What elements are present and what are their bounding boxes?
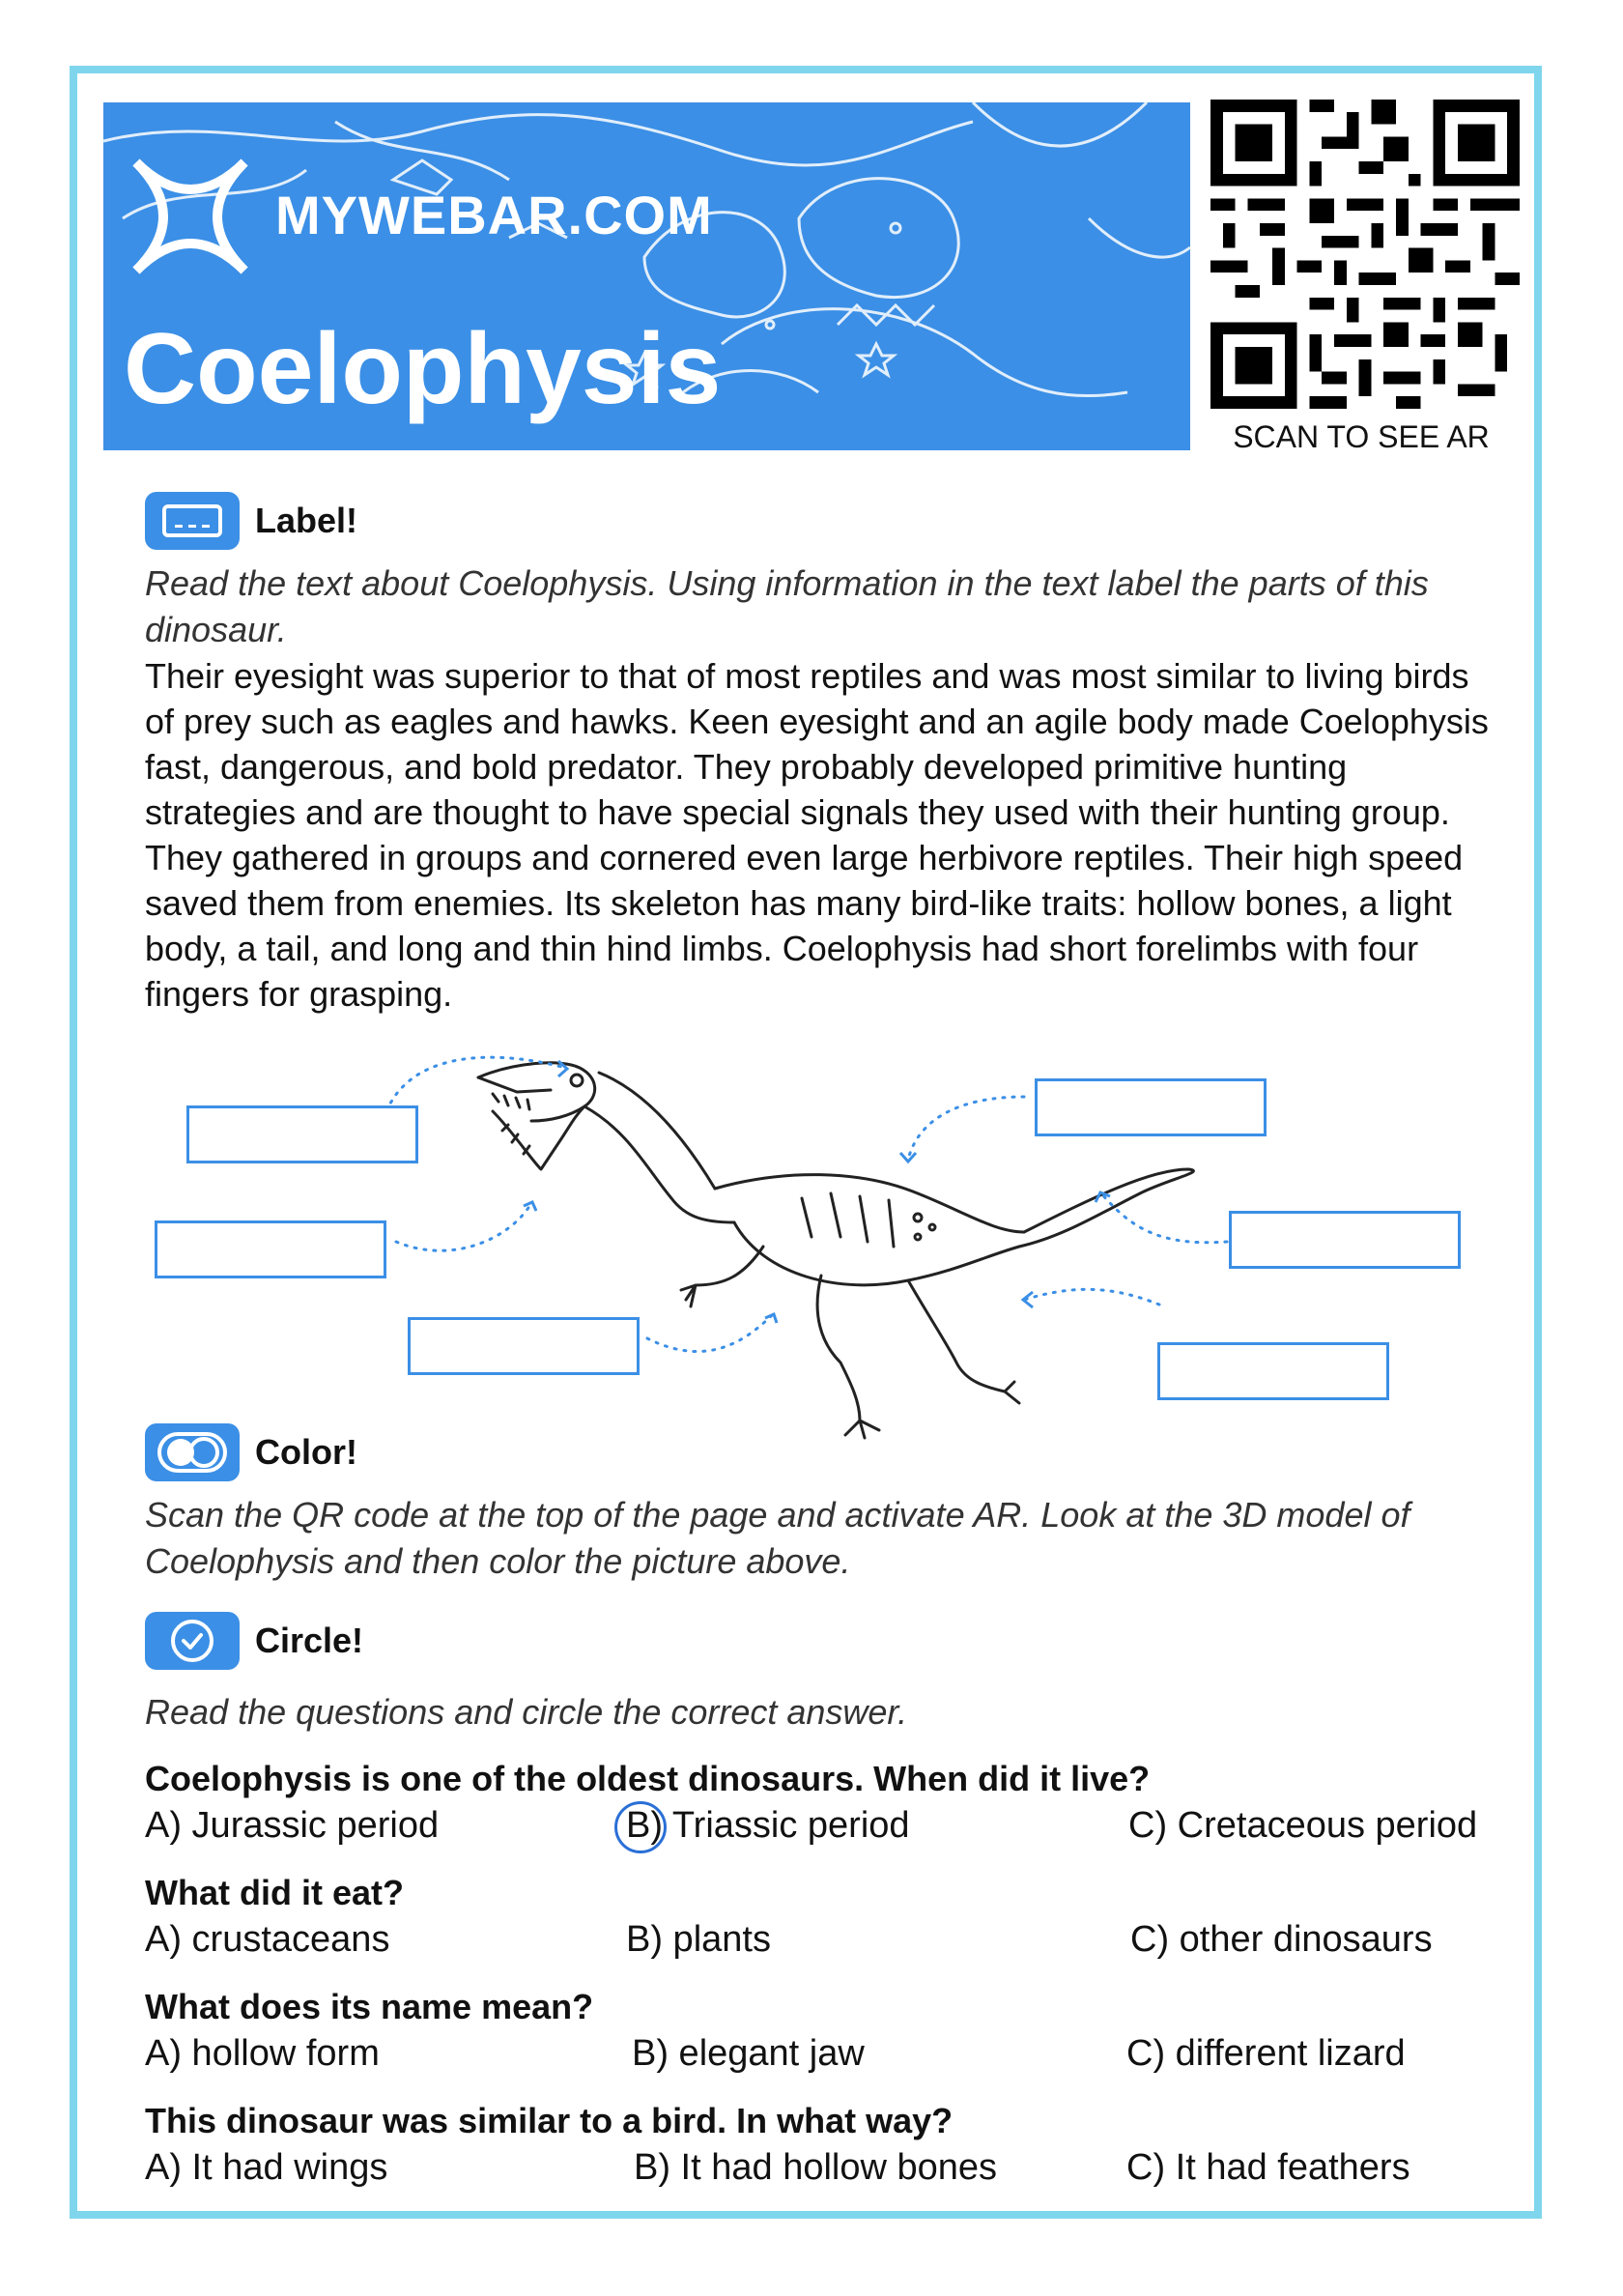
brand-name: MYWEBAR.COM — [275, 185, 713, 245]
label-icon — [145, 492, 240, 550]
option-a[interactable]: A) crustaceans — [145, 1919, 390, 1960]
question-2: What did it eat? — [145, 1873, 404, 1912]
option-c[interactable]: C) different lizard — [1126, 2033, 1406, 2074]
option-b[interactable]: B) plants — [626, 1919, 771, 1960]
label-box[interactable] — [408, 1317, 640, 1375]
label-box[interactable] — [1229, 1211, 1461, 1269]
label-box[interactable] — [155, 1220, 386, 1278]
circle-instruction: Read the questions and circle the correct answer. — [145, 1692, 908, 1732]
label-section-title: Label! — [255, 501, 358, 540]
check-circle-icon — [145, 1612, 240, 1670]
color-section-header — [145, 1423, 357, 1481]
page-title: Coelophysis — [124, 313, 722, 425]
option-c[interactable]: C) It had feathers — [1126, 2147, 1410, 2188]
circle-section-title: Circle! — [255, 1621, 364, 1660]
color-toggle-icon — [145, 1423, 240, 1481]
option-b[interactable]: B) elegant jaw — [632, 2033, 865, 2074]
question-1: Coelophysis is one of the oldest dinosaurs. When did it live? — [145, 1759, 1151, 1798]
option-b[interactable]: B) It had hollow bones — [634, 2147, 998, 2188]
option-a[interactable]: A) It had wings — [145, 2147, 388, 2188]
label-section-header — [145, 492, 357, 550]
question-3: What does its name mean? — [145, 1987, 594, 2026]
label-instruction: Read the text about Coelophysis. Using information in the text label the parts of this dinosaur. — [145, 563, 1429, 649]
option-a[interactable]: A) hollow form — [145, 2033, 380, 2074]
circle-section-header — [145, 1612, 363, 1670]
qr-caption: SCAN TO SEE AR — [1233, 419, 1490, 454]
option-c[interactable]: C) Cretaceous period — [1128, 1805, 1478, 1846]
label-box[interactable] — [1157, 1342, 1389, 1400]
option-a[interactable]: A) Jurassic period — [145, 1805, 440, 1846]
option-b[interactable]: B) Triassic period — [626, 1805, 910, 1846]
color-instruction: Scan the QR code at the top of the page and activate AR. Look at the 3D model of Coelophysis and then color the picture above. — [145, 1495, 1410, 1581]
qr-code-icon[interactable] — [1210, 100, 1520, 409]
color-section-title: Color! — [255, 1432, 357, 1472]
label-box[interactable] — [186, 1105, 418, 1163]
label-body-text: Their eyesight was superior to that of most reptiles and was most similar to living birds of prey such as eagles and hawks. Keen eyesight and an agile body made Coelophysis fast, dangerous, and bold predator. They probably developed primitive hunting strategies and are thought to have special signals they used with their hunting group. They gathered in groups and cornered even large herbivore reptiles. Their high speed saved them from enemies. Its skeleton has many bird-like traits: hollow bones, a light body, a tail, and long and thin hind limbs. Coelophysis had short forelimbs with four fingers for grasping. — [145, 656, 1489, 1014]
option-c[interactable]: C) other dinosaurs — [1130, 1919, 1433, 1960]
logo-icon — [128, 155, 252, 278]
label-box[interactable] — [1035, 1078, 1267, 1136]
question-4: This dinosaur was similar to a bird. In what way? — [145, 2101, 954, 2140]
